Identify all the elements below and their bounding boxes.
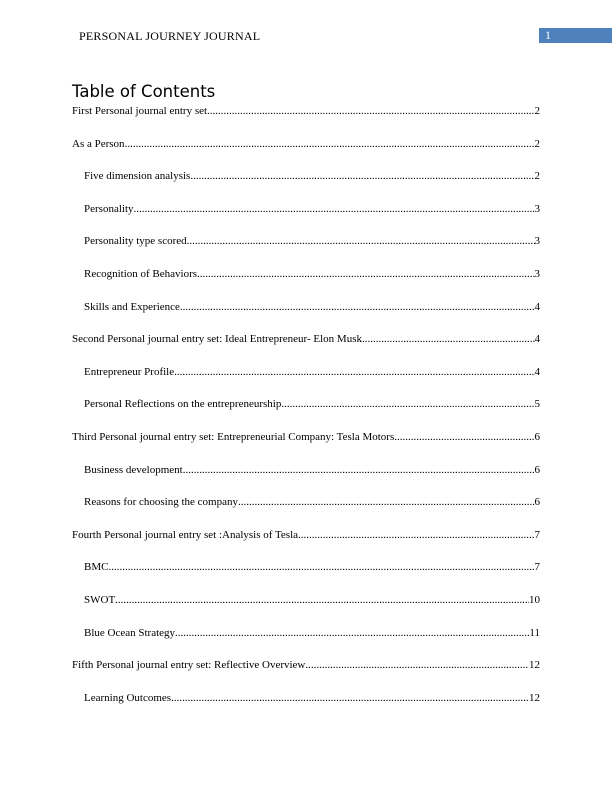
toc-entry-page-number: 2 bbox=[534, 170, 540, 183]
toc-entry-label: Reasons for choosing the company bbox=[84, 496, 238, 509]
toc-entry-label: Entrepreneur Profile bbox=[84, 365, 175, 378]
toc-dot-leader bbox=[207, 104, 534, 118]
toc-entry[interactable] bbox=[84, 169, 540, 183]
toc-entry-page-number: 3 bbox=[534, 235, 540, 248]
toc-entry-page-number: 6 bbox=[534, 496, 540, 509]
toc-dot-leader bbox=[174, 365, 534, 379]
toc-entry-page-number: 4 bbox=[534, 333, 540, 346]
toc-entry-label: Second Personal journal entry set: Ideal Entrepreneur- Elon Musk bbox=[72, 333, 362, 346]
toc-entry[interactable] bbox=[72, 528, 540, 542]
toc-entry-page-number: 7 bbox=[534, 561, 540, 574]
toc-entry-label: Personality bbox=[84, 202, 134, 215]
toc-entry[interactable] bbox=[72, 658, 540, 672]
toc-dot-leader bbox=[281, 397, 534, 411]
toc-entry-page-number: 11 bbox=[529, 626, 540, 639]
toc-dot-leader bbox=[190, 169, 534, 183]
toc-entry-label: Learning Outcomes bbox=[84, 691, 172, 704]
toc-entry-page-number: 4 bbox=[534, 365, 540, 378]
toc-entry-page-number: 6 bbox=[534, 463, 540, 476]
toc-entry-label: SWOT bbox=[84, 594, 116, 606]
toc-dot-leader bbox=[183, 463, 535, 477]
toc-entry[interactable] bbox=[84, 495, 540, 509]
toc-entry[interactable] bbox=[84, 593, 540, 607]
toc-entry-label: Five dimension analysis bbox=[84, 170, 191, 183]
toc-entry-page-number: 4 bbox=[534, 300, 540, 313]
toc-entry-page-number: 10 bbox=[529, 594, 540, 606]
toc-dot-leader bbox=[171, 691, 529, 705]
toc-dot-leader bbox=[175, 626, 529, 640]
toc-entry-page-number: 12 bbox=[529, 659, 540, 672]
toc-entry-label: Personal Reflections on the entrepreneurship bbox=[84, 398, 282, 411]
toc-entry[interactable] bbox=[84, 202, 540, 216]
toc-entry[interactable] bbox=[84, 691, 540, 705]
toc-entry[interactable] bbox=[72, 332, 540, 346]
toc-entry-page-number: 3 bbox=[534, 202, 540, 215]
toc-entry-page-number: 6 bbox=[534, 431, 540, 443]
toc-entry[interactable] bbox=[84, 234, 540, 248]
toc-dot-leader bbox=[125, 137, 535, 151]
toc-entry-label: Third Personal journal entry set: Entrepreneurial Company: Tesla Motors bbox=[72, 431, 395, 443]
toc-entry-label: First Personal journal entry set bbox=[72, 105, 208, 117]
toc-entry[interactable] bbox=[84, 365, 540, 379]
toc-entry[interactable] bbox=[84, 267, 540, 281]
page-number-badge: 1 bbox=[539, 28, 612, 43]
toc-entry[interactable] bbox=[72, 430, 540, 444]
toc-dot-leader bbox=[298, 528, 534, 542]
toc-dot-leader bbox=[362, 332, 535, 346]
toc-entry-label: Skills and Experience bbox=[84, 300, 180, 313]
toc-entry-label: Personality type scored bbox=[84, 235, 187, 248]
toc-dot-leader bbox=[238, 495, 535, 509]
toc-entry[interactable] bbox=[72, 137, 540, 151]
toc-entry[interactable] bbox=[84, 300, 540, 314]
toc-entry-page-number: 7 bbox=[534, 528, 540, 541]
toc-dot-leader bbox=[197, 267, 534, 281]
toc-dot-leader bbox=[394, 430, 534, 444]
toc-entry-label: Blue Ocean Strategy bbox=[84, 626, 176, 639]
toc-entry[interactable] bbox=[72, 104, 540, 118]
toc-dot-leader bbox=[115, 593, 529, 607]
toc-entry-label: Business development bbox=[84, 463, 183, 476]
toc-entry[interactable] bbox=[84, 560, 540, 574]
toc-heading: Table of Contents bbox=[72, 82, 216, 101]
toc-entry-label: Fifth Personal journal entry set: Reflective Overview bbox=[72, 659, 306, 672]
toc-entry-label: Recognition of Behaviors bbox=[84, 268, 198, 280]
toc-entry-page-number: 2 bbox=[534, 137, 540, 150]
toc-entry-label: BMC bbox=[84, 561, 109, 574]
toc-entry-page-number: 12 bbox=[529, 691, 540, 704]
toc-entry-label: As a Person bbox=[72, 137, 125, 150]
toc-entry-page-number: 2 bbox=[534, 105, 540, 117]
toc-dot-leader bbox=[134, 202, 535, 216]
toc-entry-label: Fourth Personal journal entry set :Analysis of Tesla bbox=[72, 528, 299, 541]
running-header-title: PERSONAL JOURNEY JOURNAL bbox=[79, 29, 261, 43]
toc-entry[interactable] bbox=[84, 626, 540, 640]
toc-entry[interactable] bbox=[84, 397, 540, 411]
toc-dot-leader bbox=[187, 234, 535, 248]
toc-dot-leader bbox=[108, 560, 534, 574]
toc-entry[interactable] bbox=[84, 463, 540, 477]
toc-entry-page-number: 3 bbox=[534, 268, 540, 280]
toc-dot-leader bbox=[180, 300, 535, 314]
toc-dot-leader bbox=[305, 658, 529, 672]
toc-entry-page-number: 5 bbox=[534, 398, 540, 411]
